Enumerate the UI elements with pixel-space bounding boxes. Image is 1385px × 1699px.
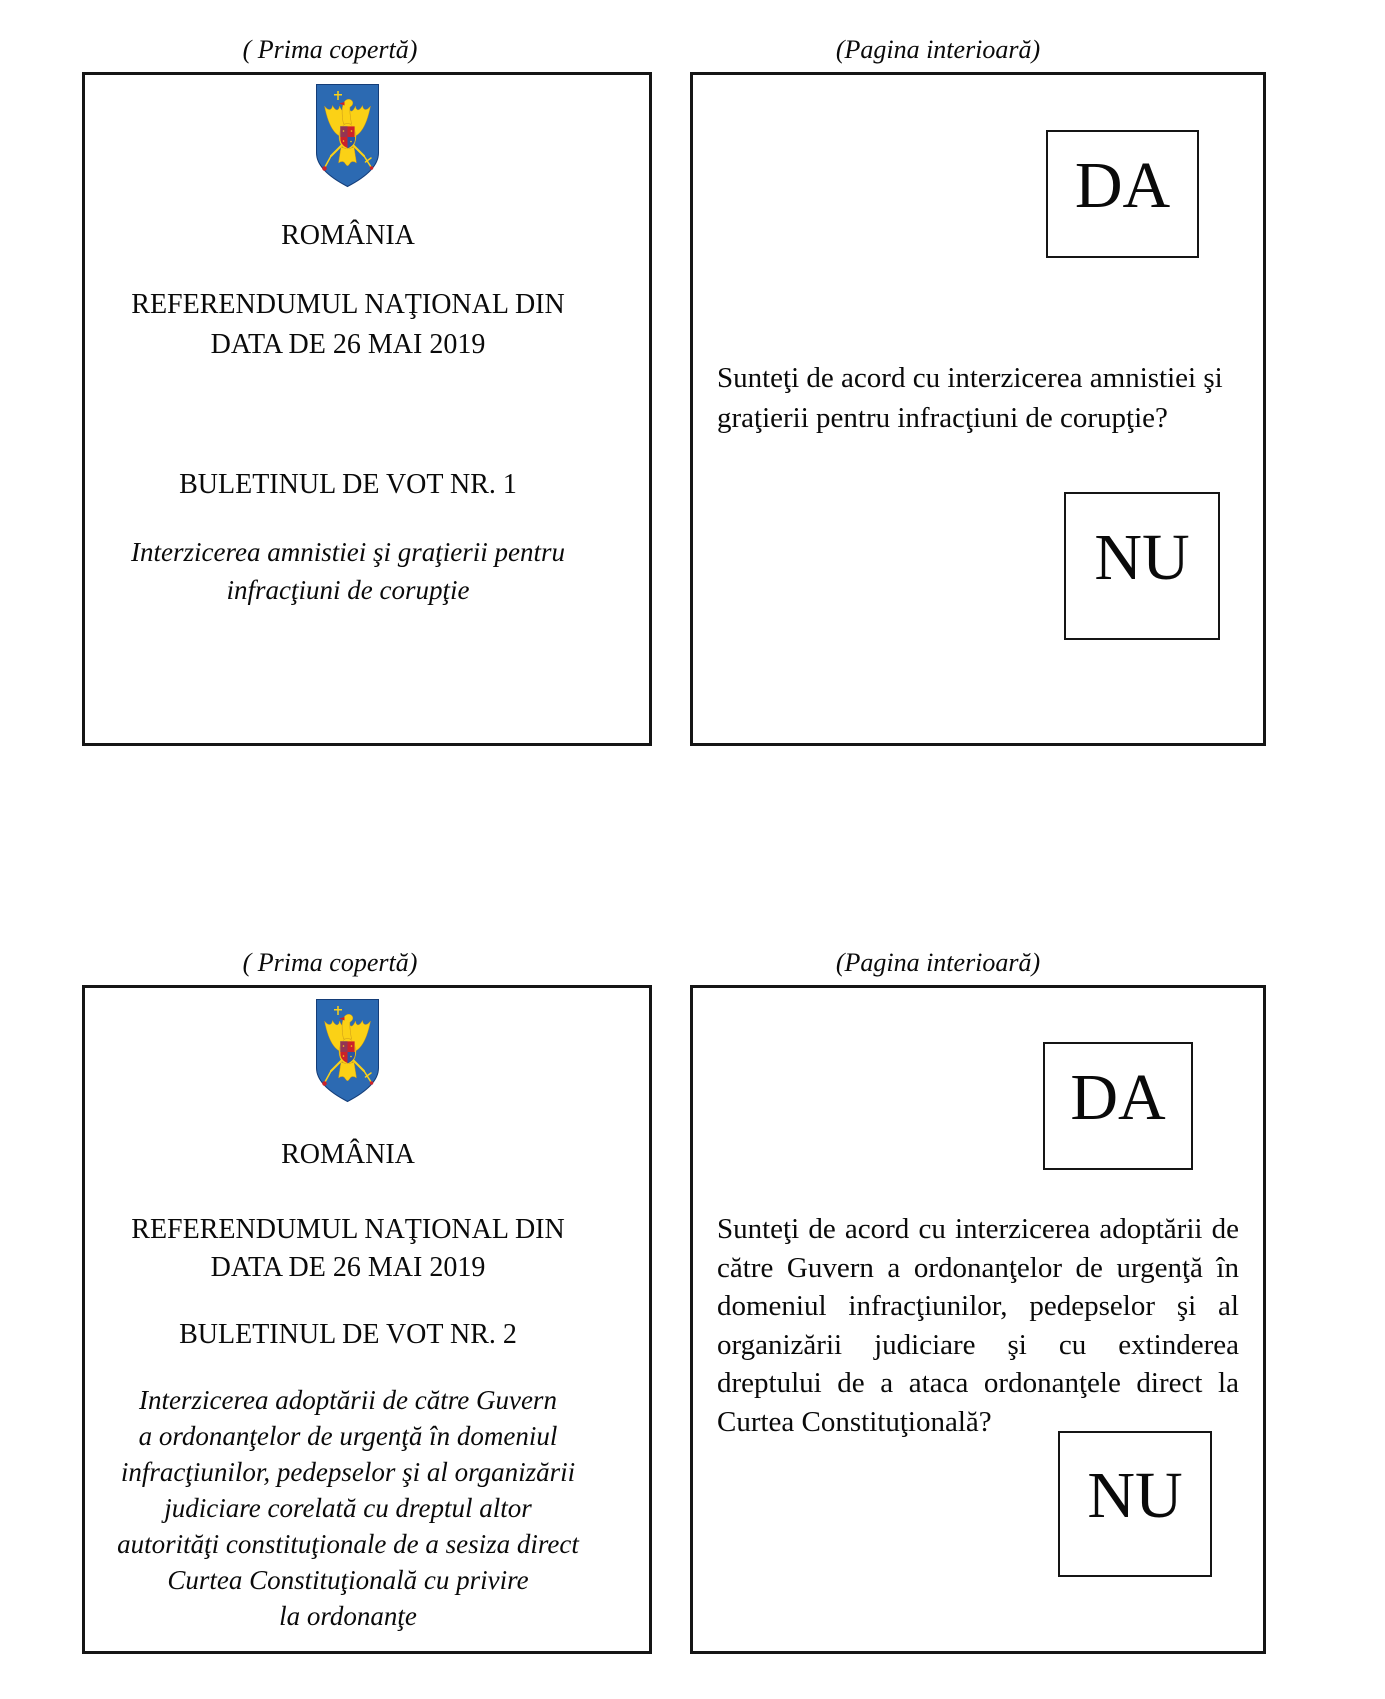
no-label: NU [1087,1459,1183,1532]
ballot-subject-line: Curtea Constituţională cu privire [167,1565,529,1595]
ballot-subject-line: judiciare corelată cu dreptul altor [164,1493,532,1523]
ballot1-inner-panel [690,72,1266,746]
country-name: ROMÂNIA [281,220,415,251]
referendum-question [717,358,1239,438]
ballot1-cover-panel [82,72,652,746]
caption-first-cover-ballot1: ( Prima copertă) [242,35,418,64]
romanian-coat-of-arms-icon [314,998,381,1103]
yes-label: DA [1074,149,1171,222]
question-line: Sunteţi de acord cu interzicerea adoptării de [717,1213,1239,1245]
question-line: Curtea Constituţională? [717,1405,992,1438]
ballot-number-title: BULETINUL DE VOT NR. 2 [179,1319,517,1350]
caption-first-cover-ballot2: ( Prima copertă) [242,948,418,977]
question-line: organizării judiciare şi cu extinderea [717,1328,1239,1361]
question-line: dreptului de a ataca ordonanţele direct la [717,1367,1239,1399]
caption-inner-page-ballot2: (Pagina interioară) [835,948,1041,977]
ballot-number-title: BULETINUL DE VOT NR. 1 [179,469,517,500]
ballot-subject-line: la ordonanţe [279,1601,417,1631]
caption-inner-page-ballot1: (Pagina interioară) [835,35,1041,64]
ballot-subject-line: infracţiunilor, pedepselor şi al organizării [120,1457,576,1487]
referendum-title-line: REFERENDUMUL NAŢIONAL DIN [131,289,565,320]
no-vote-box[interactable] [1064,492,1220,640]
question-line: Sunteţi de acord cu interzicerea amnistiei şi [717,362,1223,394]
ballot-subject-line: Interzicerea amnistiei şi graţierii pentru [131,537,565,567]
ballot-subject-line: autorităţi constituţionale de a sesiza direct [117,1529,579,1559]
yes-label: DA [1070,1061,1166,1134]
ballot2-inner-panel [690,985,1266,1654]
yes-vote-box[interactable] [1043,1042,1193,1170]
country-name: ROMÂNIA [281,1139,415,1170]
no-vote-box[interactable] [1058,1431,1212,1577]
referendum-question [717,1210,1239,1441]
ballot2-cover-panel [82,985,652,1654]
ballot-subject-line: Interzicerea adoptării de către Guvern [139,1385,557,1415]
romanian-coat-of-arms-icon [314,83,381,188]
ballot-subject-line: infracţiuni de corupţie [226,575,470,605]
no-label: NU [1094,521,1190,594]
question-line: către Guvern a ordonanţelor de urgenţă în [717,1251,1239,1284]
question-line: graţierii pentru infracţiuni de corupţie? [717,402,1168,434]
referendum-title-line: REFERENDUMUL NAŢIONAL DIN [131,1214,565,1245]
referendum-title-line: DATA DE 26 MAI 2019 [210,1252,486,1283]
ballot-subject-line: a ordonanţelor de urgenţă în domeniul [138,1421,558,1451]
yes-vote-box[interactable] [1046,130,1199,258]
question-line: domeniul infracţiunilor, pedepselor şi al [717,1290,1239,1322]
referendum-title-line: DATA DE 26 MAI 2019 [210,329,486,360]
